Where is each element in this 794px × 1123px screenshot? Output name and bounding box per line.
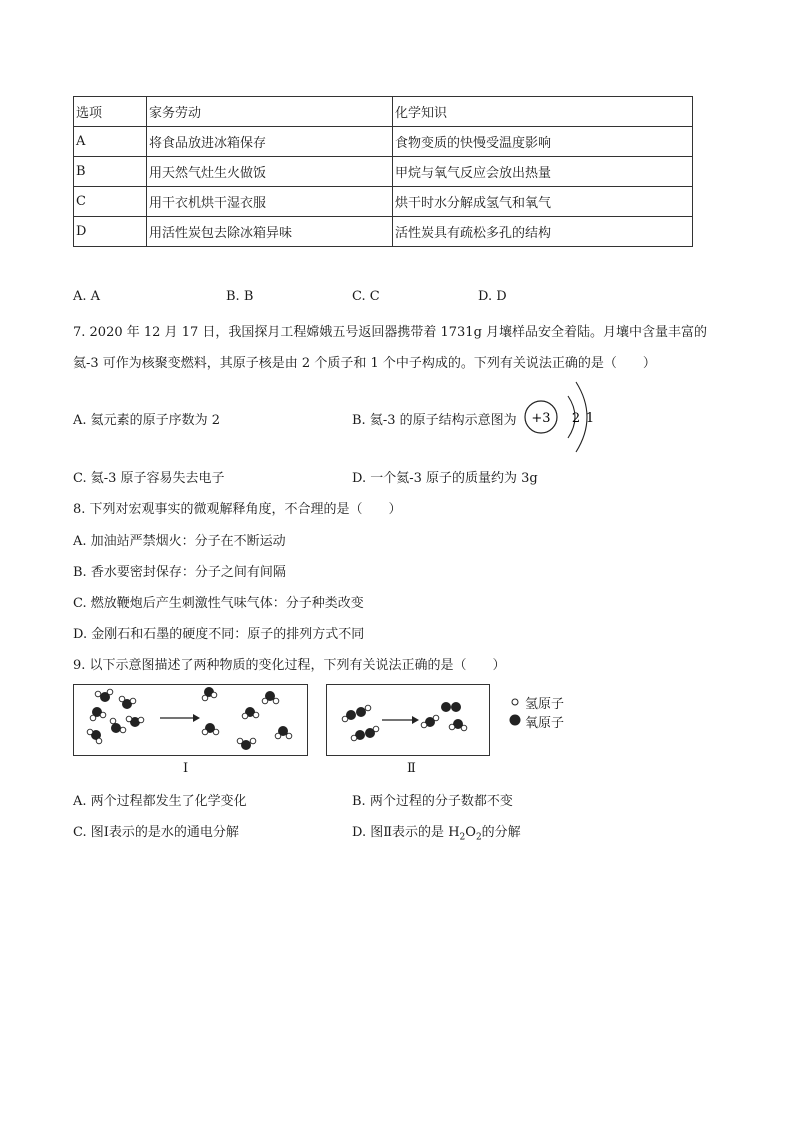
legend-hydrogen-icon: [509, 696, 521, 708]
q8-option-d[interactable]: D. 金刚石和石墨的硬度不同：原子的排列方式不同: [73, 627, 365, 642]
table-header-cell: 家务劳动: [147, 97, 393, 127]
figure-2-diagram: [326, 684, 492, 758]
electron-shell-1-count: 2: [571, 411, 581, 426]
molecule: [262, 691, 279, 704]
legend-oxygen-icon: [508, 713, 522, 727]
molecule: [90, 707, 106, 721]
table-cell: D: [74, 217, 147, 247]
q8-option-a[interactable]: A. 加油站严禁烟火：分子在不断运动: [73, 534, 286, 549]
q6-option-d[interactable]: D. D: [478, 289, 507, 304]
table-row: [74, 127, 693, 157]
table-cell: 用活性炭包去除冰箱异味: [147, 217, 393, 247]
table-row: [74, 157, 693, 187]
q6-option-c[interactable]: C. C: [352, 289, 380, 304]
electron-shell-2-count: 1: [585, 411, 595, 426]
table-cell: 将食品放进冰箱保存: [147, 127, 393, 157]
molecule: [110, 718, 126, 733]
figure-1-label: Ⅰ: [183, 761, 189, 776]
molecule: [275, 726, 292, 739]
q6-option-a[interactable]: A. A: [73, 289, 101, 304]
figure-2-label: Ⅱ: [407, 761, 416, 776]
q7-stem-line2: 氦-3 可作为核聚变燃料，其原子核是由 2 个质子和 1 个中子构成的。下列有关说法正确的是（ ）: [73, 356, 656, 371]
q9-option-d[interactable]: [352, 821, 521, 843]
table-cell: B: [74, 157, 147, 187]
q6-table: [73, 96, 693, 247]
table-header-row: [74, 97, 693, 127]
q9-option-b[interactable]: B. 两个过程的分子数都不变: [352, 794, 513, 809]
table-row: [74, 187, 693, 217]
table-cell: 用干衣机烘干湿衣服: [147, 187, 393, 217]
table-cell: 烘干时水分解成氢气和氧气: [393, 187, 693, 217]
water-molecule: [449, 719, 467, 731]
legend-hydrogen-label: 氢原子: [525, 697, 565, 712]
q8-option-b[interactable]: B. 香水要密封保存：分子之间有间隔: [73, 565, 286, 580]
molecule: [242, 707, 259, 719]
molecule: [95, 689, 113, 702]
molecule: [126, 716, 144, 727]
h2o2-molecule: [342, 705, 371, 722]
table-header-cell: 化学知识: [393, 97, 693, 127]
table-cell: 甲烷与氧气反应会放出热量: [393, 157, 693, 187]
q8-stem: 8. 下列对宏观事实的微观解释角度，不合理的是（ ）: [73, 502, 402, 517]
q9-option-c[interactable]: C. 图Ⅰ表示的是水的通电分解: [73, 825, 239, 840]
subscript: 2: [459, 832, 466, 843]
table-cell: 食物变质的快慢受温度影响: [393, 127, 693, 157]
q6-option-b[interactable]: B. B: [226, 289, 254, 304]
q9-option-d-suffix: 的分解: [481, 825, 521, 840]
oxygen-molecule: [441, 702, 461, 712]
q7-option-d[interactable]: D. 一个氦-3 原子的质量约为 3g: [352, 471, 538, 486]
molecule: [87, 729, 102, 744]
q9-option-d-prefix: D. 图Ⅱ表示的是 H: [352, 825, 460, 840]
q7-option-b[interactable]: B. 氦-3 的原子结构示意图为: [352, 413, 517, 428]
h2o2-molecule: [351, 726, 379, 741]
table-row: [74, 217, 693, 247]
water-molecule: [421, 715, 439, 728]
table-cell: 用天然气灶生火做饭: [147, 157, 393, 187]
figure-1-diagram: [73, 684, 309, 758]
q8-option-c[interactable]: C. 燃放鞭炮后产生刺激性气味气体：分子种类改变: [73, 596, 364, 611]
reaction-arrow: [382, 716, 419, 724]
q7-stem-line1: 7. 2020 年 12 月 17 日，我国探月工程嫦娥五号返回器携带着 1731g 月壤样品安全着陆。月壤中含量丰富的: [73, 325, 708, 340]
table-cell: 活性炭具有疏松多孔的结构: [393, 217, 693, 247]
molecule: [202, 723, 219, 735]
nucleus-charge: +3: [531, 411, 551, 426]
q9-option-d-mid: O: [465, 825, 476, 840]
q9-stem: 9. 以下示意图描述了两种物质的变化过程，下列有关说法正确的是（ ）: [73, 658, 506, 673]
reaction-arrow: [160, 714, 200, 722]
molecule: [202, 687, 217, 701]
molecule: [119, 696, 136, 709]
table-cell: C: [74, 187, 147, 217]
molecule: [237, 738, 256, 750]
table-cell: A: [74, 127, 147, 157]
subscript: 2: [475, 832, 482, 843]
legend-oxygen-label: 氧原子: [525, 716, 565, 731]
q7-option-a[interactable]: A. 氦元素的原子序数为 2: [73, 413, 221, 428]
q7-option-c[interactable]: C. 氦-3 原子容易失去电子: [73, 471, 225, 486]
atomic-structure-diagram: [520, 378, 600, 458]
table-header-cell: 选项: [74, 97, 147, 127]
q9-option-a[interactable]: A. 两个过程都发生了化学变化: [73, 794, 247, 809]
